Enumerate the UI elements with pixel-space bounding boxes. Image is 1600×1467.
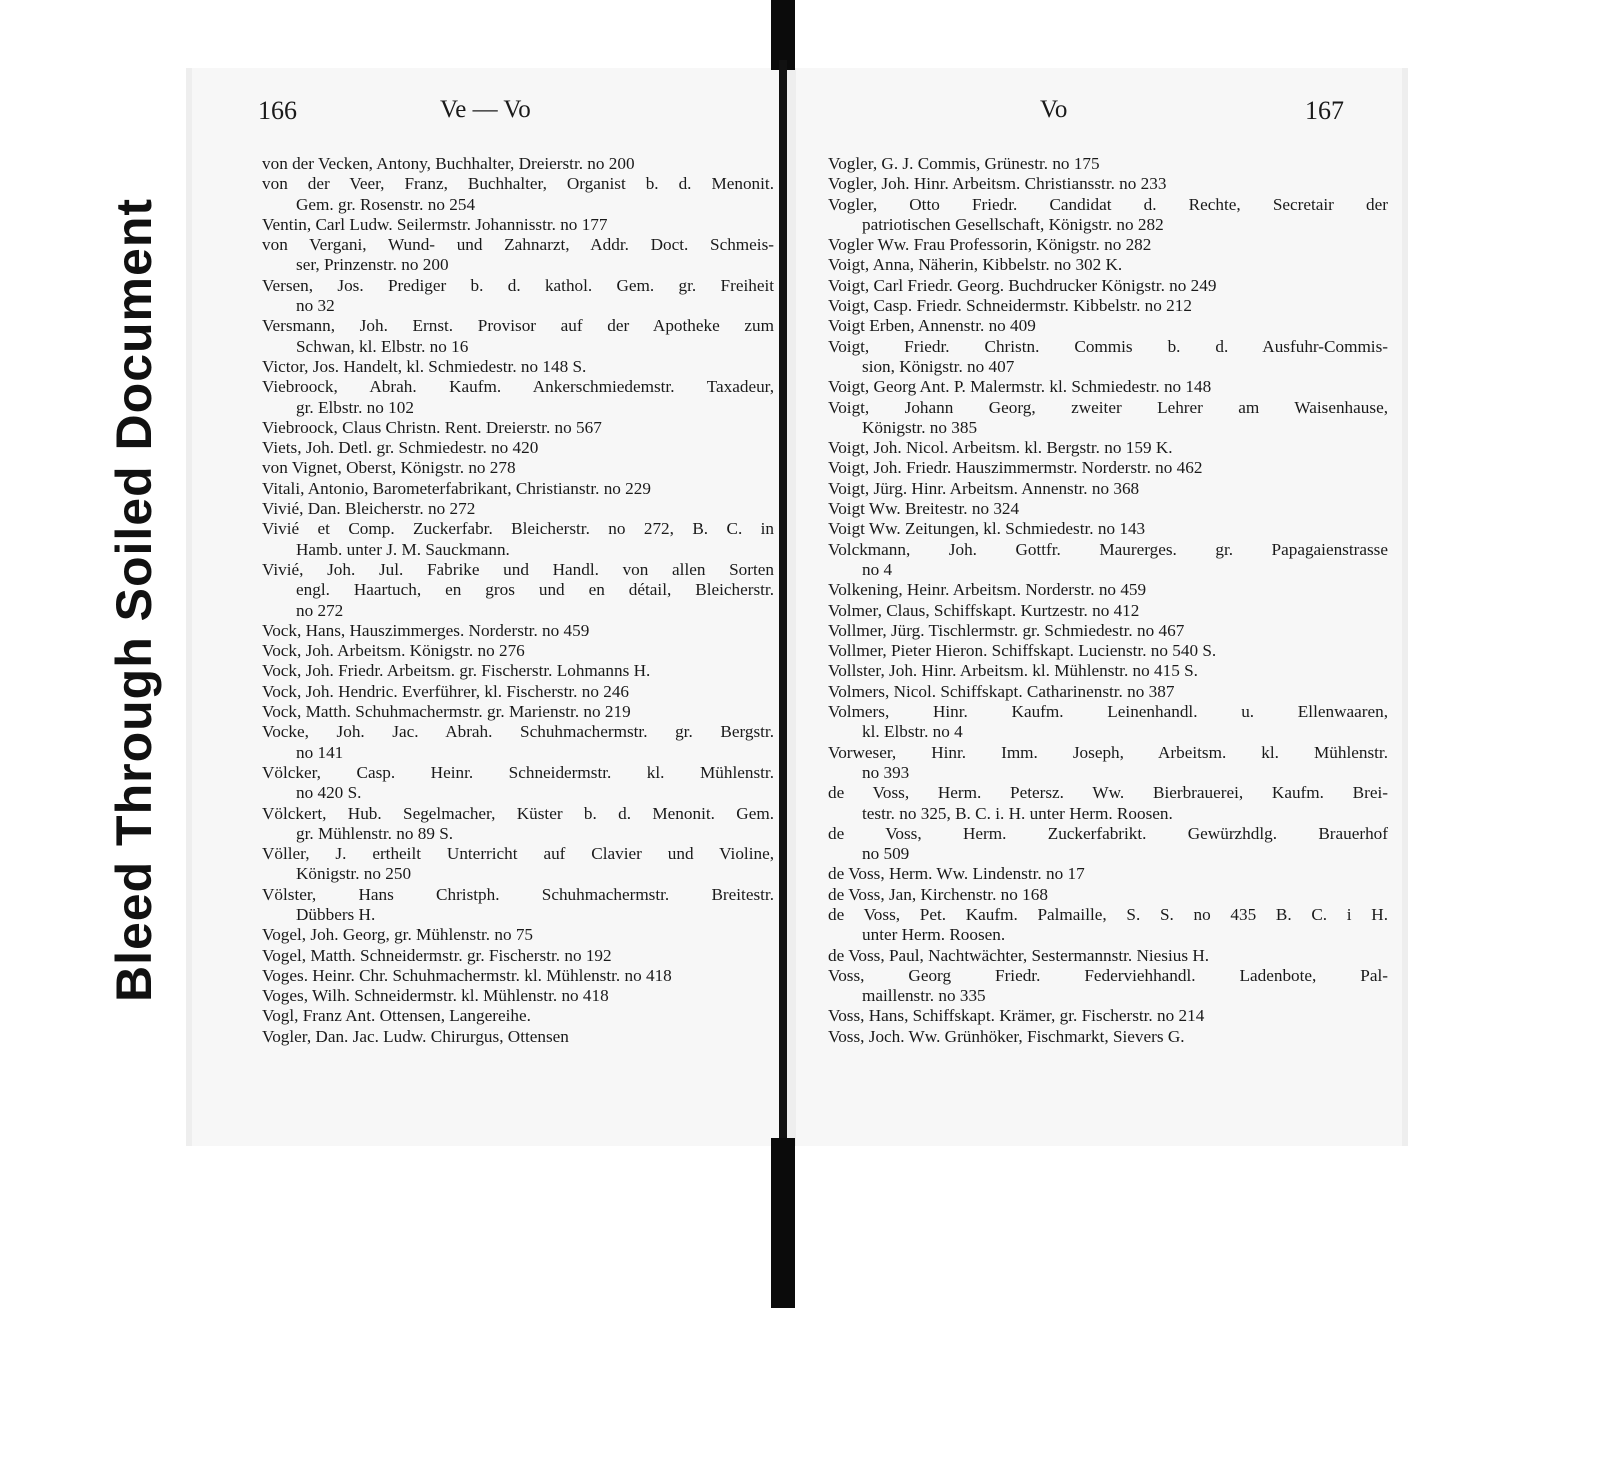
directory-entry <box>828 946 1388 966</box>
directory-entry <box>262 682 774 702</box>
entry-line: Vogler, Joh. Hinr. Arbeitsm. Christiansstr. no 233 <box>828 174 1167 194</box>
entry-line: Vogler, Otto Friedr. Candidat d. Rechte, Secretair der <box>828 194 1388 214</box>
entry-line: Vollmer, Pieter Hieron. Schiffskapt. Lucienstr. no 540 S. <box>828 641 1217 661</box>
directory-entry <box>262 722 774 763</box>
right-page-number: 167 <box>1305 96 1344 125</box>
entry-line: Viebroock, Abrah. Kaufm. Ankerschmiedemstr. Taxadeur, <box>262 377 774 397</box>
directory-entry <box>828 702 1388 743</box>
entry-line: de Voss, Herm. Petersz. Ww. Bierbrauerei, Kaufm. Brei- <box>828 783 1388 803</box>
entry-line: Volmers, Hinr. Kaufm. Leinenhandl. u. Ellenwaaren, <box>828 702 1388 722</box>
directory-entry <box>262 215 774 235</box>
entry-continuation-line: ser, Prinzenstr. no 200 <box>296 255 449 275</box>
directory-entry <box>262 885 774 926</box>
entry-line: Volmers, Nicol. Schiffskapt. Catharinenstr. no 387 <box>828 681 1175 701</box>
entry-line: de Voss, Jan, Kirchenstr. no 168 <box>828 884 1048 904</box>
binding-clip-bottom <box>771 1138 795 1308</box>
directory-entry <box>828 195 1388 236</box>
directory-entry <box>828 235 1388 255</box>
entry-line: Voigt, Friedr. Christn. Commis b. d. Ausfuhr-Commis- <box>828 336 1388 356</box>
entry-line: Versmann, Joh. Ernst. Provisor auf der Apotheke zum <box>262 316 774 336</box>
directory-entry <box>828 783 1388 824</box>
entry-continuation-line: engl. Haartuch, en gros und en détail, Bleicherstr. <box>296 580 774 600</box>
entry-continuation-line: gr. Mühlenstr. no 89 S. <box>296 823 454 843</box>
entry-line: Vock, Matth. Schuhmachermstr. gr. Marienstr. no 219 <box>262 702 631 722</box>
directory-entry <box>262 438 774 458</box>
directory-entry <box>828 885 1388 905</box>
entry-continuation-line: patriotischen Gesellschaft, Königstr. no 282 <box>862 214 1164 234</box>
left-page-number: 166 <box>258 96 297 125</box>
entry-line: Völcker, Casp. Heinr. Schneidermstr. kl. Mühlenstr. <box>262 762 774 782</box>
directory-entry <box>262 479 774 499</box>
entry-continuation-line: no 393 <box>862 762 910 782</box>
right-entry-list <box>828 154 1388 1047</box>
directory-entry <box>262 986 774 1006</box>
entry-line: de Voss, Paul, Nachtwächter, Sestermannstr. Niesius H. <box>828 945 1210 965</box>
directory-entry <box>262 519 774 560</box>
entry-continuation-line: testr. no 325, B. C. i. H. unter Herm. Roosen. <box>862 803 1173 823</box>
directory-entry <box>828 255 1388 275</box>
directory-entry <box>828 174 1388 194</box>
entry-line: Völler, J. ertheilt Unterricht auf Clavier und Violine, <box>262 844 774 864</box>
directory-entry <box>262 621 774 641</box>
entry-line: Vivié, Joh. Jul. Fabrike und Handl. von allen Sorten <box>262 559 774 579</box>
entry-line: Vivié, Dan. Bleicherstr. no 272 <box>262 499 476 519</box>
entry-line: Viebroock, Claus Christn. Rent. Dreierstr. no 567 <box>262 417 602 437</box>
directory-entry <box>828 296 1388 316</box>
directory-entry <box>262 844 774 885</box>
entry-line: Vogler, G. J. Commis, Grünestr. no 175 <box>828 154 1100 173</box>
directory-entry <box>828 580 1388 600</box>
entry-continuation-line: sion, Königstr. no 407 <box>862 356 1015 376</box>
directory-entry <box>262 804 774 845</box>
directory-entry <box>828 479 1388 499</box>
left-page <box>192 68 782 1146</box>
entry-line: Voss, Georg Friedr. Federviehhandl. Ladenbote, Pal- <box>828 965 1388 985</box>
directory-entry <box>828 154 1388 174</box>
directory-entry <box>828 966 1388 1007</box>
entry-continuation-line: no 4 <box>862 559 893 579</box>
entry-line: von der Veer, Franz, Buchhalter, Organist b. d. Menonit. <box>262 174 774 194</box>
entry-line: Versen, Jos. Prediger b. d. kathol. Gem. gr. Freiheit <box>262 275 774 295</box>
directory-entry <box>828 458 1388 478</box>
entry-continuation-line: Schwan, kl. Elbstr. no 16 <box>296 336 469 356</box>
directory-entry <box>828 398 1388 439</box>
entry-line: Vivié et Comp. Zuckerfabr. Bleicherstr. no 272, B. C. in <box>262 519 774 539</box>
directory-entry <box>828 519 1388 539</box>
entry-line: Völckert, Hub. Segelmacher, Küster b. d. Menonit. Gem. <box>262 803 774 823</box>
entry-continuation-line: unter Herm. Roosen. <box>862 925 1006 945</box>
entry-line: Vock, Hans, Hauszimmerges. Norderstr. no 459 <box>262 620 590 640</box>
directory-entry <box>828 661 1388 681</box>
entry-line: Vorweser, Hinr. Imm. Joseph, Arbeitsm. kl. Mühlenstr. <box>828 742 1388 762</box>
directory-entry <box>828 377 1388 397</box>
entry-line: Vock, Joh. Hendric. Everführer, kl. Fischerstr. no 246 <box>262 681 630 701</box>
entry-line: Volckmann, Joh. Gottfr. Maurerges. gr. Papagaienstrasse <box>828 539 1388 559</box>
left-running-header <box>192 96 782 132</box>
entry-line: Voss, Joch. Ww. Grünhöker, Fischmarkt, Sievers G. <box>828 1026 1185 1046</box>
entry-line: Voges, Wilh. Schneidermstr. kl. Mühlenstr. no 418 <box>262 986 609 1006</box>
entry-line: Voigt, Carl Friedr. Georg. Buchdrucker Königstr. no 249 <box>828 275 1217 295</box>
directory-entry <box>262 702 774 722</box>
directory-entry <box>262 377 774 418</box>
directory-entry <box>828 682 1388 702</box>
entry-line: Voigt Erben, Annenstr. no 409 <box>828 316 1036 336</box>
directory-entry <box>262 560 774 621</box>
book-gutter <box>779 60 787 1140</box>
entry-line: Voigt, Georg Ant. P. Malermstr. kl. Schmiedestr. no 148 <box>828 377 1212 397</box>
entry-line: Voges. Heinr. Chr. Schuhmachermstr. kl. Mühlenstr. no 418 <box>262 965 672 985</box>
entry-line: Vogel, Joh. Georg, gr. Mühlenstr. no 75 <box>262 925 534 945</box>
entry-line: Voigt, Joh. Nicol. Arbeitsm. kl. Bergstr. no 159 K. <box>828 438 1173 458</box>
directory-entry <box>262 499 774 519</box>
entry-line: Voigt, Johann Georg, zweiter Lehrer am Waisenhause, <box>828 397 1388 417</box>
directory-entry <box>262 1006 774 1026</box>
entry-line: de Voss, Herm. Ww. Lindenstr. no 17 <box>828 864 1085 884</box>
directory-entry <box>828 1006 1388 1026</box>
entry-line: Victor, Jos. Handelt, kl. Schmiedestr. no 148 S. <box>262 356 587 376</box>
right-running-header <box>796 96 1402 132</box>
right-running-head: Vo <box>1040 96 1068 123</box>
directory-entry <box>828 905 1388 946</box>
directory-entry <box>262 661 774 681</box>
directory-entry <box>828 438 1388 458</box>
side-label: Bleed Through Soiled Document <box>106 197 162 1003</box>
directory-entry <box>262 925 774 945</box>
entry-continuation-line: no 420 S. <box>296 783 362 803</box>
directory-entry <box>262 641 774 661</box>
entry-line: Vock, Joh. Friedr. Arbeitsm. gr. Fischerstr. Lohmanns H. <box>262 661 651 681</box>
entry-line: Vogler Ww. Frau Professorin, Königstr. no 282 <box>828 235 1152 255</box>
directory-entry <box>828 499 1388 519</box>
entry-continuation-line: Königstr. no 385 <box>862 417 978 437</box>
entry-line: Vollster, Joh. Hinr. Arbeitsm. kl. Mühlenstr. no 415 S. <box>828 661 1198 681</box>
directory-entry <box>262 174 774 215</box>
entry-line: Viets, Joh. Detl. gr. Schmiedestr. no 420 <box>262 438 539 458</box>
directory-entry <box>262 276 774 317</box>
directory-entry <box>828 337 1388 378</box>
entry-continuation-line: no 141 <box>296 742 344 762</box>
entry-line: Voigt Ww. Breitestr. no 324 <box>828 499 1020 519</box>
entry-continuation-line: Hamb. unter J. M. Sauckmann. <box>296 539 510 559</box>
entry-line: Vock, Joh. Arbeitsm. Königstr. no 276 <box>262 641 525 661</box>
left-entry-list <box>262 154 774 1047</box>
entry-line: Voss, Hans, Schiffskapt. Krämer, gr. Fischerstr. no 214 <box>828 1006 1205 1026</box>
entry-continuation-line: maillenstr. no 335 <box>862 986 986 1006</box>
entry-line: Voigt, Anna, Näherin, Kibbelstr. no 302 K. <box>828 255 1123 275</box>
right-page <box>796 68 1402 1146</box>
entry-continuation-line: Dübbers H. <box>296 904 376 924</box>
entry-line: Vogler, Dan. Jac. Ludw. Chirurgus, Ottensen <box>262 1026 569 1046</box>
directory-entry <box>262 316 774 357</box>
entry-continuation-line: Gem. gr. Rosenstr. no 254 <box>296 194 476 214</box>
directory-entry <box>262 1027 774 1047</box>
entry-line: Voigt, Joh. Friedr. Hauszimmermstr. Norderstr. no 462 <box>828 458 1203 478</box>
entry-line: Völster, Hans Christph. Schuhmachermstr. Breitestr. <box>262 884 774 904</box>
entry-continuation-line: kl. Elbstr. no 4 <box>862 722 963 742</box>
directory-entry <box>262 763 774 804</box>
entry-line: de Voss, Pet. Kaufm. Palmaille, S. S. no 435 B. C. i H. <box>828 904 1388 924</box>
directory-entry <box>828 824 1388 865</box>
entry-line: Ventin, Carl Ludw. Seilermstr. Johannisstr. no 177 <box>262 214 608 234</box>
directory-entry <box>262 458 774 478</box>
entry-line: von der Vecken, Antony, Buchhalter, Dreierstr. no 200 <box>262 154 635 173</box>
directory-entry <box>262 966 774 986</box>
directory-entry <box>262 235 774 276</box>
entry-line: Voigt, Jürg. Hinr. Arbeitsm. Annenstr. no 368 <box>828 478 1140 498</box>
directory-entry <box>828 316 1388 336</box>
entry-line: de Voss, Herm. Zuckerfabrikt. Gewürzhdlg. Brauerhof <box>828 823 1388 843</box>
entry-continuation-line: no 272 <box>296 600 344 620</box>
entry-line: von Vergani, Wund- und Zahnarzt, Addr. Doct. Schmeis- <box>262 235 774 255</box>
directory-entry <box>828 601 1388 621</box>
directory-entry <box>828 641 1388 661</box>
directory-entry <box>828 743 1388 784</box>
entry-line: Vollmer, Jürg. Tischlermstr. gr. Schmiedestr. no 467 <box>828 620 1185 640</box>
entry-line: Vogl, Franz Ant. Ottensen, Langereihe. <box>262 1006 531 1026</box>
entry-line: Vogel, Matth. Schneidermstr. gr. Fischerstr. no 192 <box>262 945 612 965</box>
entry-line: Voigt, Casp. Friedr. Schneidermstr. Kibbelstr. no 212 <box>828 296 1192 316</box>
entry-continuation-line: gr. Elbstr. no 102 <box>296 397 414 417</box>
entry-line: Vitali, Antonio, Barometerfabrikant, Christianstr. no 229 <box>262 478 651 498</box>
entry-line: von Vignet, Oberst, Königstr. no 278 <box>262 458 516 478</box>
directory-entry <box>828 276 1388 296</box>
entry-line: Vocke, Joh. Jac. Abrah. Schuhmachermstr. gr. Bergstr. <box>262 722 774 742</box>
directory-entry <box>262 418 774 438</box>
directory-entry <box>828 864 1388 884</box>
entry-line: Volkening, Heinr. Arbeitsm. Norderstr. no 459 <box>828 580 1147 600</box>
directory-entry <box>262 154 774 174</box>
directory-entry <box>828 621 1388 641</box>
entry-continuation-line: no 509 <box>862 844 910 864</box>
entry-line: Volmer, Claus, Schiffskapt. Kurtzestr. no 412 <box>828 600 1140 620</box>
directory-entry <box>262 946 774 966</box>
directory-entry <box>828 540 1388 581</box>
directory-entry <box>262 357 774 377</box>
left-running-head: Ve — Vo <box>440 96 531 123</box>
entry-continuation-line: no 32 <box>296 296 335 316</box>
entry-continuation-line: Königstr. no 250 <box>296 864 412 884</box>
entry-line: Voigt Ww. Zeitungen, kl. Schmiedestr. no 143 <box>828 519 1146 539</box>
directory-entry <box>828 1027 1388 1047</box>
